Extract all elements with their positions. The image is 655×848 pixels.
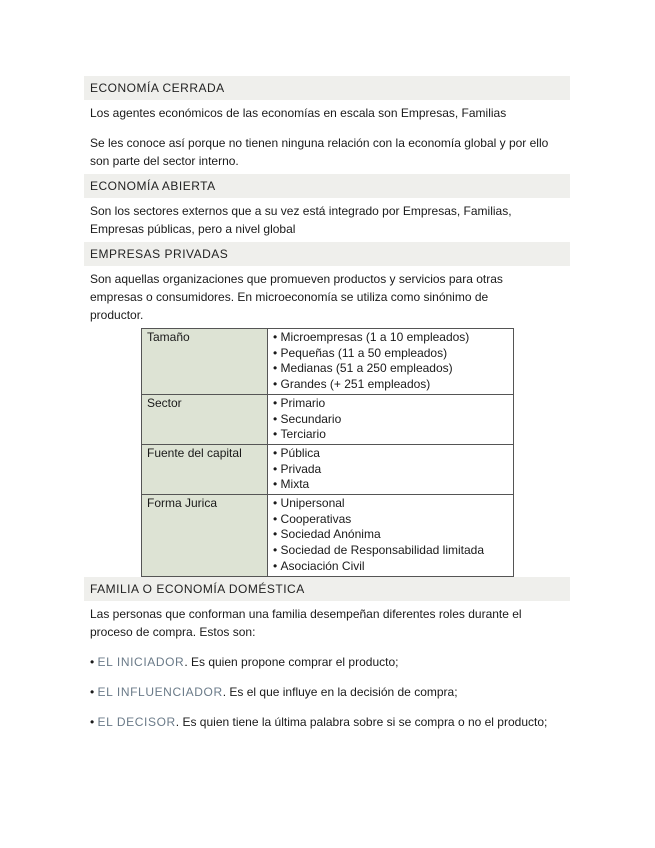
role-term: EL INFLUENCIADOR <box>97 684 223 699</box>
paragraph-privadas-1c: productor. <box>90 308 144 322</box>
list-item: • Unipersonal <box>273 496 508 512</box>
bullet-icon: • <box>90 714 98 729</box>
list-item: • Terciario <box>273 427 508 443</box>
paragraph-abierta-1a: Son los sectores externos que a su vez está integrado por Empresas, Familias, <box>90 204 512 218</box>
bullet-icon: • <box>90 654 98 669</box>
list-item: • Mixta <box>273 477 508 493</box>
table-values <box>268 495 514 577</box>
table-row <box>142 394 514 444</box>
document-content <box>84 76 570 731</box>
table-values <box>268 394 514 444</box>
list-item: • Pequeñas (11 a 50 empleados) <box>273 346 508 362</box>
bullet-icon: • <box>90 684 98 699</box>
empresas-table <box>141 328 514 577</box>
table-row <box>142 444 514 494</box>
role-influenciador <box>84 683 570 701</box>
role-term: EL INICIADOR <box>97 654 185 669</box>
role-text: . Es quien propone comprar el producto; <box>184 654 399 669</box>
role-text: . Es quien tiene la última palabra sobre si se compra o no el producto; <box>175 714 548 729</box>
table-label: Sector <box>142 394 268 444</box>
list-item: • Cooperativas <box>273 512 508 528</box>
paragraph-cerrada-2b: son parte del sector interno. <box>90 154 239 168</box>
paragraph-cerrada-2a: Se les conoce así porque no tienen ninguna relación con la economía global y por ello <box>90 136 549 150</box>
table-values <box>268 444 514 494</box>
paragraph-familia-1b: proceso de compra. Estos son: <box>90 624 256 639</box>
heading-economia-cerrada: ECONOMÍA CERRADA <box>84 76 570 100</box>
paragraph-familia-1a: Las personas que conforman una familia desempeñan diferentes roles durante el <box>90 606 522 621</box>
role-text: . Es el que influye en la decisión de compra; <box>222 684 458 699</box>
paragraph-privadas-1b: empresas o consumidores. En microeconomía se utiliza como sinónimo de <box>90 290 489 304</box>
paragraph-cerrada-1: Los agentes económicos de las economías en escala son Empresas, Familias <box>90 106 507 120</box>
list-item: • Sociedad Anónima <box>273 527 508 543</box>
table-values <box>268 329 514 395</box>
list-item: • Privada <box>273 462 508 478</box>
role-term: EL DECISOR <box>97 714 176 729</box>
list-item: • Asociación Civil <box>273 559 508 575</box>
role-iniciador <box>84 653 570 671</box>
list-item: • Primario <box>273 396 508 412</box>
heading-familia: FAMILIA O ECONOMÍA DOMÉSTICA <box>84 577 570 601</box>
list-item: • Secundario <box>273 412 508 428</box>
heading-empresas-privadas: EMPRESAS PRIVADAS <box>84 242 570 266</box>
list-item: • Microempresas (1 a 10 empleados) <box>273 330 508 346</box>
table-label: Fuente del capital <box>142 444 268 494</box>
heading-economia-abierta: ECONOMÍA ABIERTA <box>84 174 570 198</box>
role-decisor <box>84 713 570 731</box>
table-row <box>142 329 514 395</box>
table-row <box>142 495 514 577</box>
list-item: • Medianas (51 a 250 empleados) <box>273 361 508 377</box>
table-label: Tamaño <box>142 329 268 395</box>
list-item: • Sociedad de Responsabilidad limitada <box>273 543 508 559</box>
table-label: Forma Jurica <box>142 495 268 577</box>
paragraph-privadas-1a: Son aquellas organizaciones que promueven productos y servicios para otras <box>90 272 503 286</box>
list-item: • Grandes (+ 251 empleados) <box>273 377 508 393</box>
paragraph-abierta-1b: Empresas públicas, pero a nivel global <box>90 222 296 236</box>
list-item: • Pública <box>273 446 508 462</box>
